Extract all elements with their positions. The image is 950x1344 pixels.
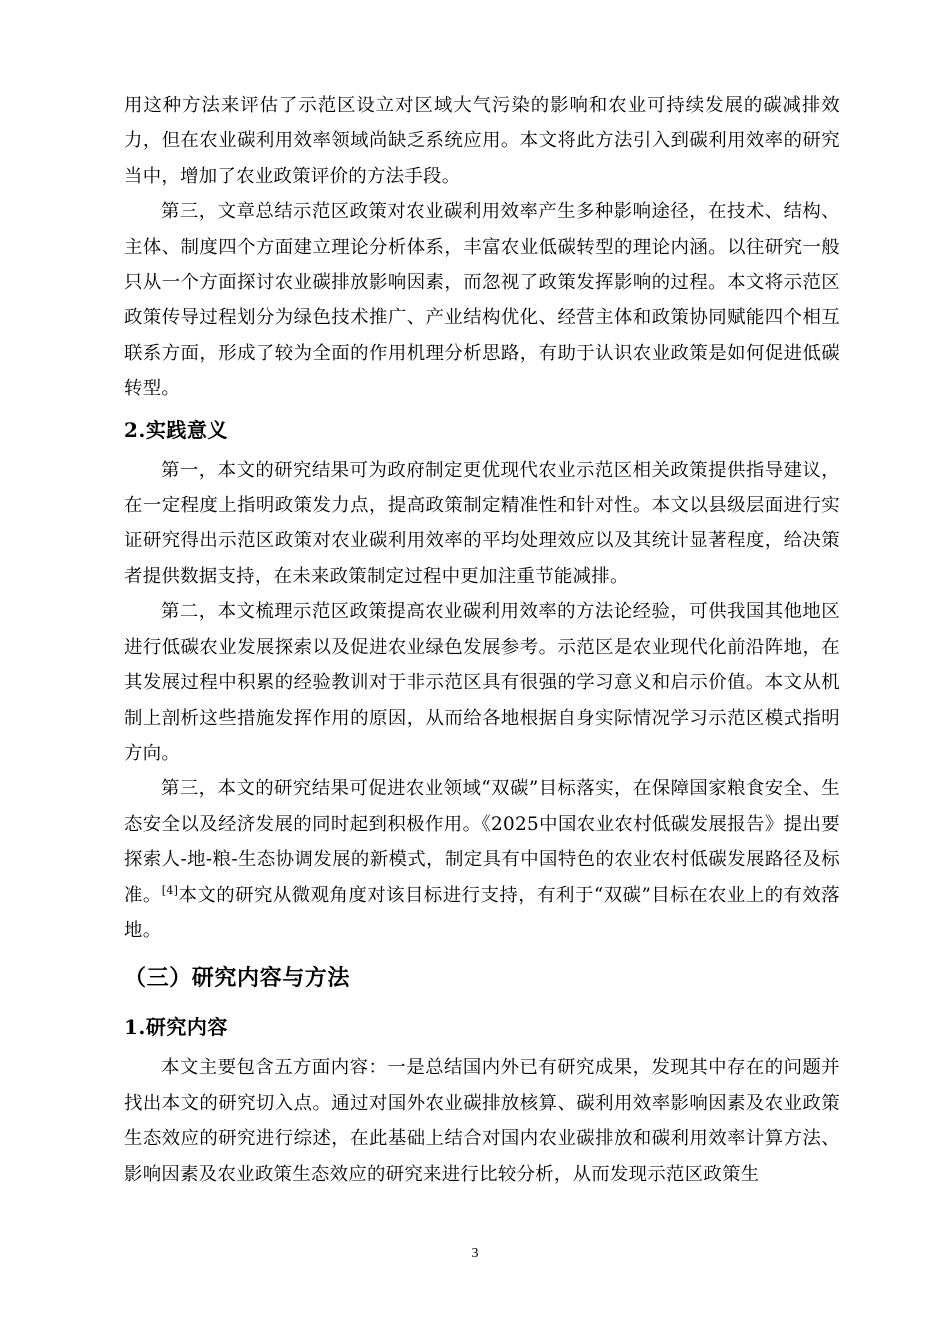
heading-research-content: 1.研究内容 [124, 1015, 228, 1040]
paragraph-content-first: 本文主要包含五方面内容：一是总结国内外已有研究成果，发现其中存在的问题并找出本文的研究切入点。通过对国外农业碳排放核算、碳利用效率影响因素及农业政策生态效应的研究进行综述，在此基础上结合对国内农业碳排放和碳利用效率计算方法、影响因素及农业政策生态效应的研究来进行比较分析，从而发现示范区政策生 [124, 1057, 840, 1185]
heading-practical-significance: 2.实践意义 [124, 417, 228, 442]
paragraph-practice-third-part-b: 本文的研究从微观角度对该目标进行支持，有利于“双碳”目标在农业上的有效落地。 [124, 884, 840, 941]
paragraph-theory-third: 第三，文章总结示范区政策对农业碳利用效率产生多种影响途径，在技术、结构、主体、制度四个方面建立理论分析体系，丰富农业低碳转型的理论内涵。以往研究一般只从一个方面探讨农业碳排放影响因素，而忽视了政策发挥影响的过程。本文将示范区政策传导过程划分为绿色技术推广、产业结构优化、经营主体和政策协同赋能四个相互联系方面，形成了较为全面的作用机理分析思路，有助于认识农业政策是如何促进低碳转型。 [124, 201, 840, 400]
paragraph-practice-third-part-a: 第三，本文的研究结果可促进农业领域“双碳”目标落实，在保障国家粮食安全、生态安全以及经济发展的同时起到积极作用。《2025中国农业农村低碳发展报告》提出要探索人-地-粮-生态协调发展的新模式，制定具有中国特色的农业农村低碳发展路径及标准。 [124, 778, 840, 906]
paragraph-practice-first: 第一，本文的研究结果可为政府制定更优现代农业示范区相关政策提供指导建议，在一定程度上指明政策发力点，提高政策制定精准性和针对性。本文以县级层面进行实证研究得出示范区政策对农业碳利用效率的平均处理效应以及其统计显著程度，给决策者提供数据支持，在未来政策制定过程中更加注重节能减排。 [124, 459, 840, 587]
paragraph-practice-second: 第二，本文梳理示范区政策提高农业碳利用效率的方法论经验，可供我国其他地区进行低碳农业发展探索以及促进农业绿色发展参考。示范区是农业现代化前沿阵地，在其发展过程中积累的经验教训对于非示范区具有很强的学习意义和启示价值。本文从机制上剖析这些措施发挥作用的原因，从而给各地根据自身实际情况学习示范区模式指明方向。 [124, 601, 840, 764]
heading-section-three: （三）研究内容与方法 [124, 965, 351, 992]
paragraph-practice-third [124, 771, 840, 948]
page-content [124, 88, 840, 1192]
citation-reference[interactable]: [4] [161, 883, 179, 897]
paragraph-continuation: 用这种方法来评估了示范区设立对区域大气污染的影响和农业可持续发展的碳减排效力，但在农业碳利用效率领域尚缺乏系统应用。本文将此方法引入到碳利用效率的研究当中，增加了农业政策评价的方法手段。 [124, 95, 840, 187]
page-number: 3 [471, 1246, 479, 1261]
